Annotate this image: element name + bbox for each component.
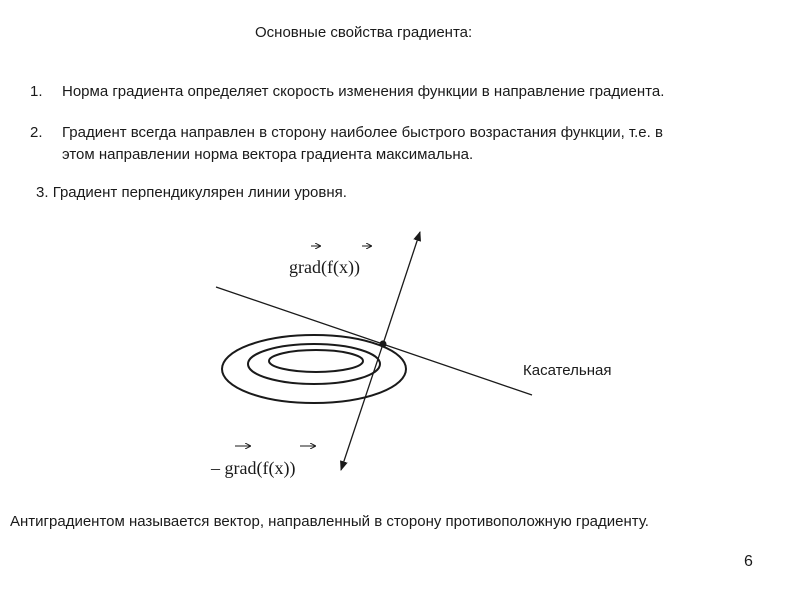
item-number: 1.	[30, 83, 43, 100]
grad-label: grad(f(x))	[289, 257, 360, 277]
tangent-label: Касательная	[523, 362, 612, 379]
item-text-line: Норма градиента определяет скорость изменения функции в направление градиента.	[62, 83, 665, 100]
item-text-line: Градиент всегда направлен в сторону наиболее быстрого возрастания функции, т.е. в	[62, 124, 663, 141]
tangent-point	[380, 341, 387, 348]
item-number: 2.	[30, 124, 43, 141]
gradient-arrow	[383, 232, 420, 344]
item-number: 3.	[36, 184, 49, 201]
antigradient-definition: Антиградиентом называется вектор, направленный в сторону противоположную градиенту.	[10, 513, 649, 530]
item-text-line: этом направлении норма вектора градиента максимальна.	[62, 146, 474, 163]
slide-title: Основные свойства градиента:	[255, 24, 473, 41]
level-curve-inner	[269, 350, 363, 372]
antigrad-label: – grad(f(x))	[211, 458, 296, 478]
page-number: 6	[744, 553, 753, 570]
item-text-line: Градиент перпендикулярен линии уровня.	[52, 184, 347, 201]
